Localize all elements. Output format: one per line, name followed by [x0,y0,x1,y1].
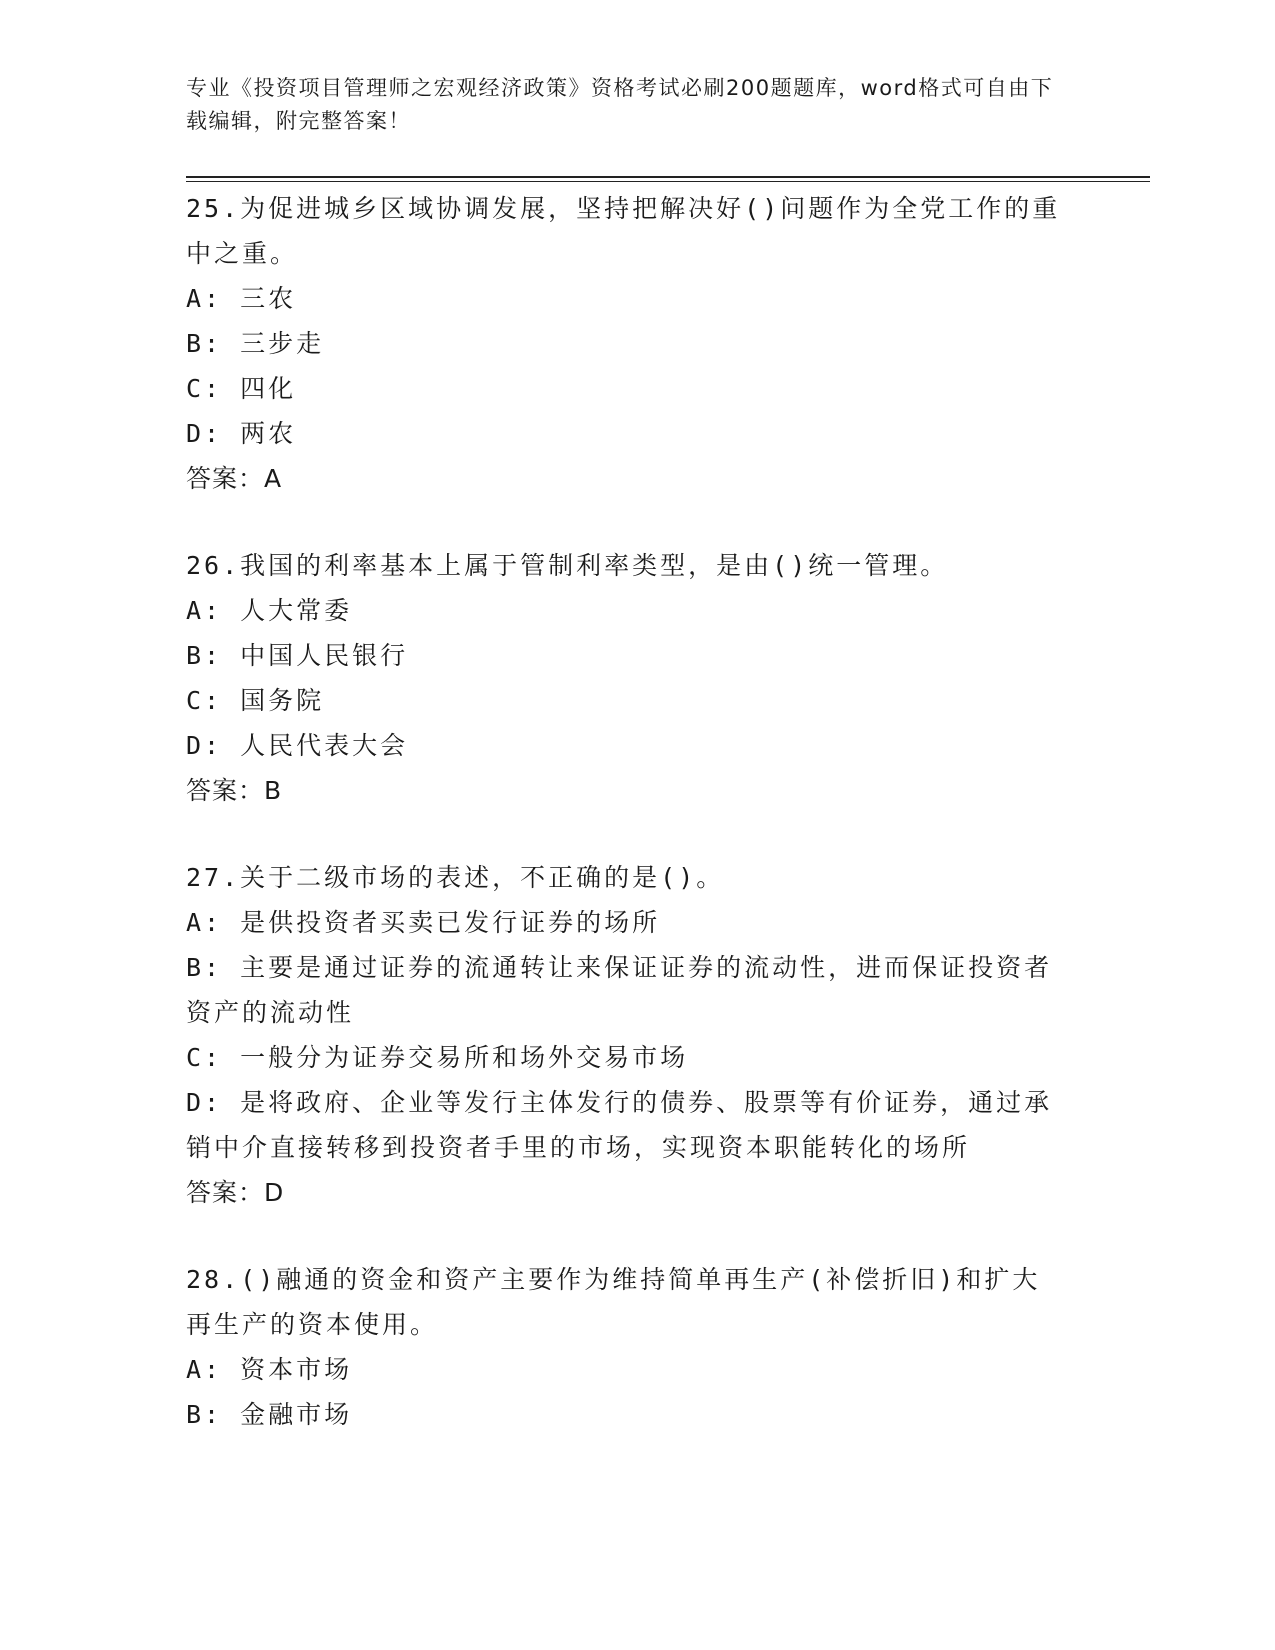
header-divider-thick [186,176,1150,178]
question-27 [186,855,1066,1215]
option-b: B: 主要是通过证券的流通转让来保证证券的流动性，进而保证投资者资产的流动性 [186,953,1053,1027]
question-28 [186,1257,1066,1437]
header-divider-thin [186,181,1150,182]
question-26 [186,543,1066,813]
option-b: B: 金融市场 [186,1400,353,1429]
document-intro: 专业《投资项目管理师之宏观经济政策》资格考试必刷200题题库，word格式可自由下载编辑，附完整答案！ [186,76,1054,133]
option-a: A: 三农 [186,284,297,313]
question-list [186,186,1066,1479]
question-stem: 25.为促进城乡区域协调发展，坚持把解决好()问题作为全党工作的重中之重。 [186,194,1061,268]
question-stem: 27.关于二级市场的表述，不正确的是()。 [186,863,725,892]
option-c: C: 国务院 [186,686,325,715]
option-d: D: 是将政府、企业等发行主体发行的债券、股票等有价证券，通过承销中介直接转移到投资者手里的市场，实现资本职能转化的场所 [186,1088,1053,1162]
question-25 [186,186,1066,501]
answer: 答案：A [186,464,283,493]
question-stem: 26.我国的利率基本上属于管制利率类型，是由()统一管理。 [186,551,949,580]
option-b: B: 中国人民银行 [186,641,409,670]
option-b: B: 三步走 [186,329,325,358]
option-d: D: 两农 [186,419,297,448]
option-d: D: 人民代表大会 [186,731,409,760]
option-c: C: 四化 [186,374,297,403]
question-stem: 28.()融通的资金和资产主要作为维持简单再生产(补偿折旧)和扩大再生产的资本使用。 [186,1265,1041,1339]
option-a: A: 人大常委 [186,596,353,625]
answer: 答案：D [186,1178,285,1207]
option-a: A: 是供投资者买卖已发行证券的场所 [186,908,661,937]
option-c: C: 一般分为证券交易所和场外交易市场 [186,1043,689,1072]
answer: 答案：B [186,776,283,805]
option-a: A: 资本市场 [186,1355,353,1384]
